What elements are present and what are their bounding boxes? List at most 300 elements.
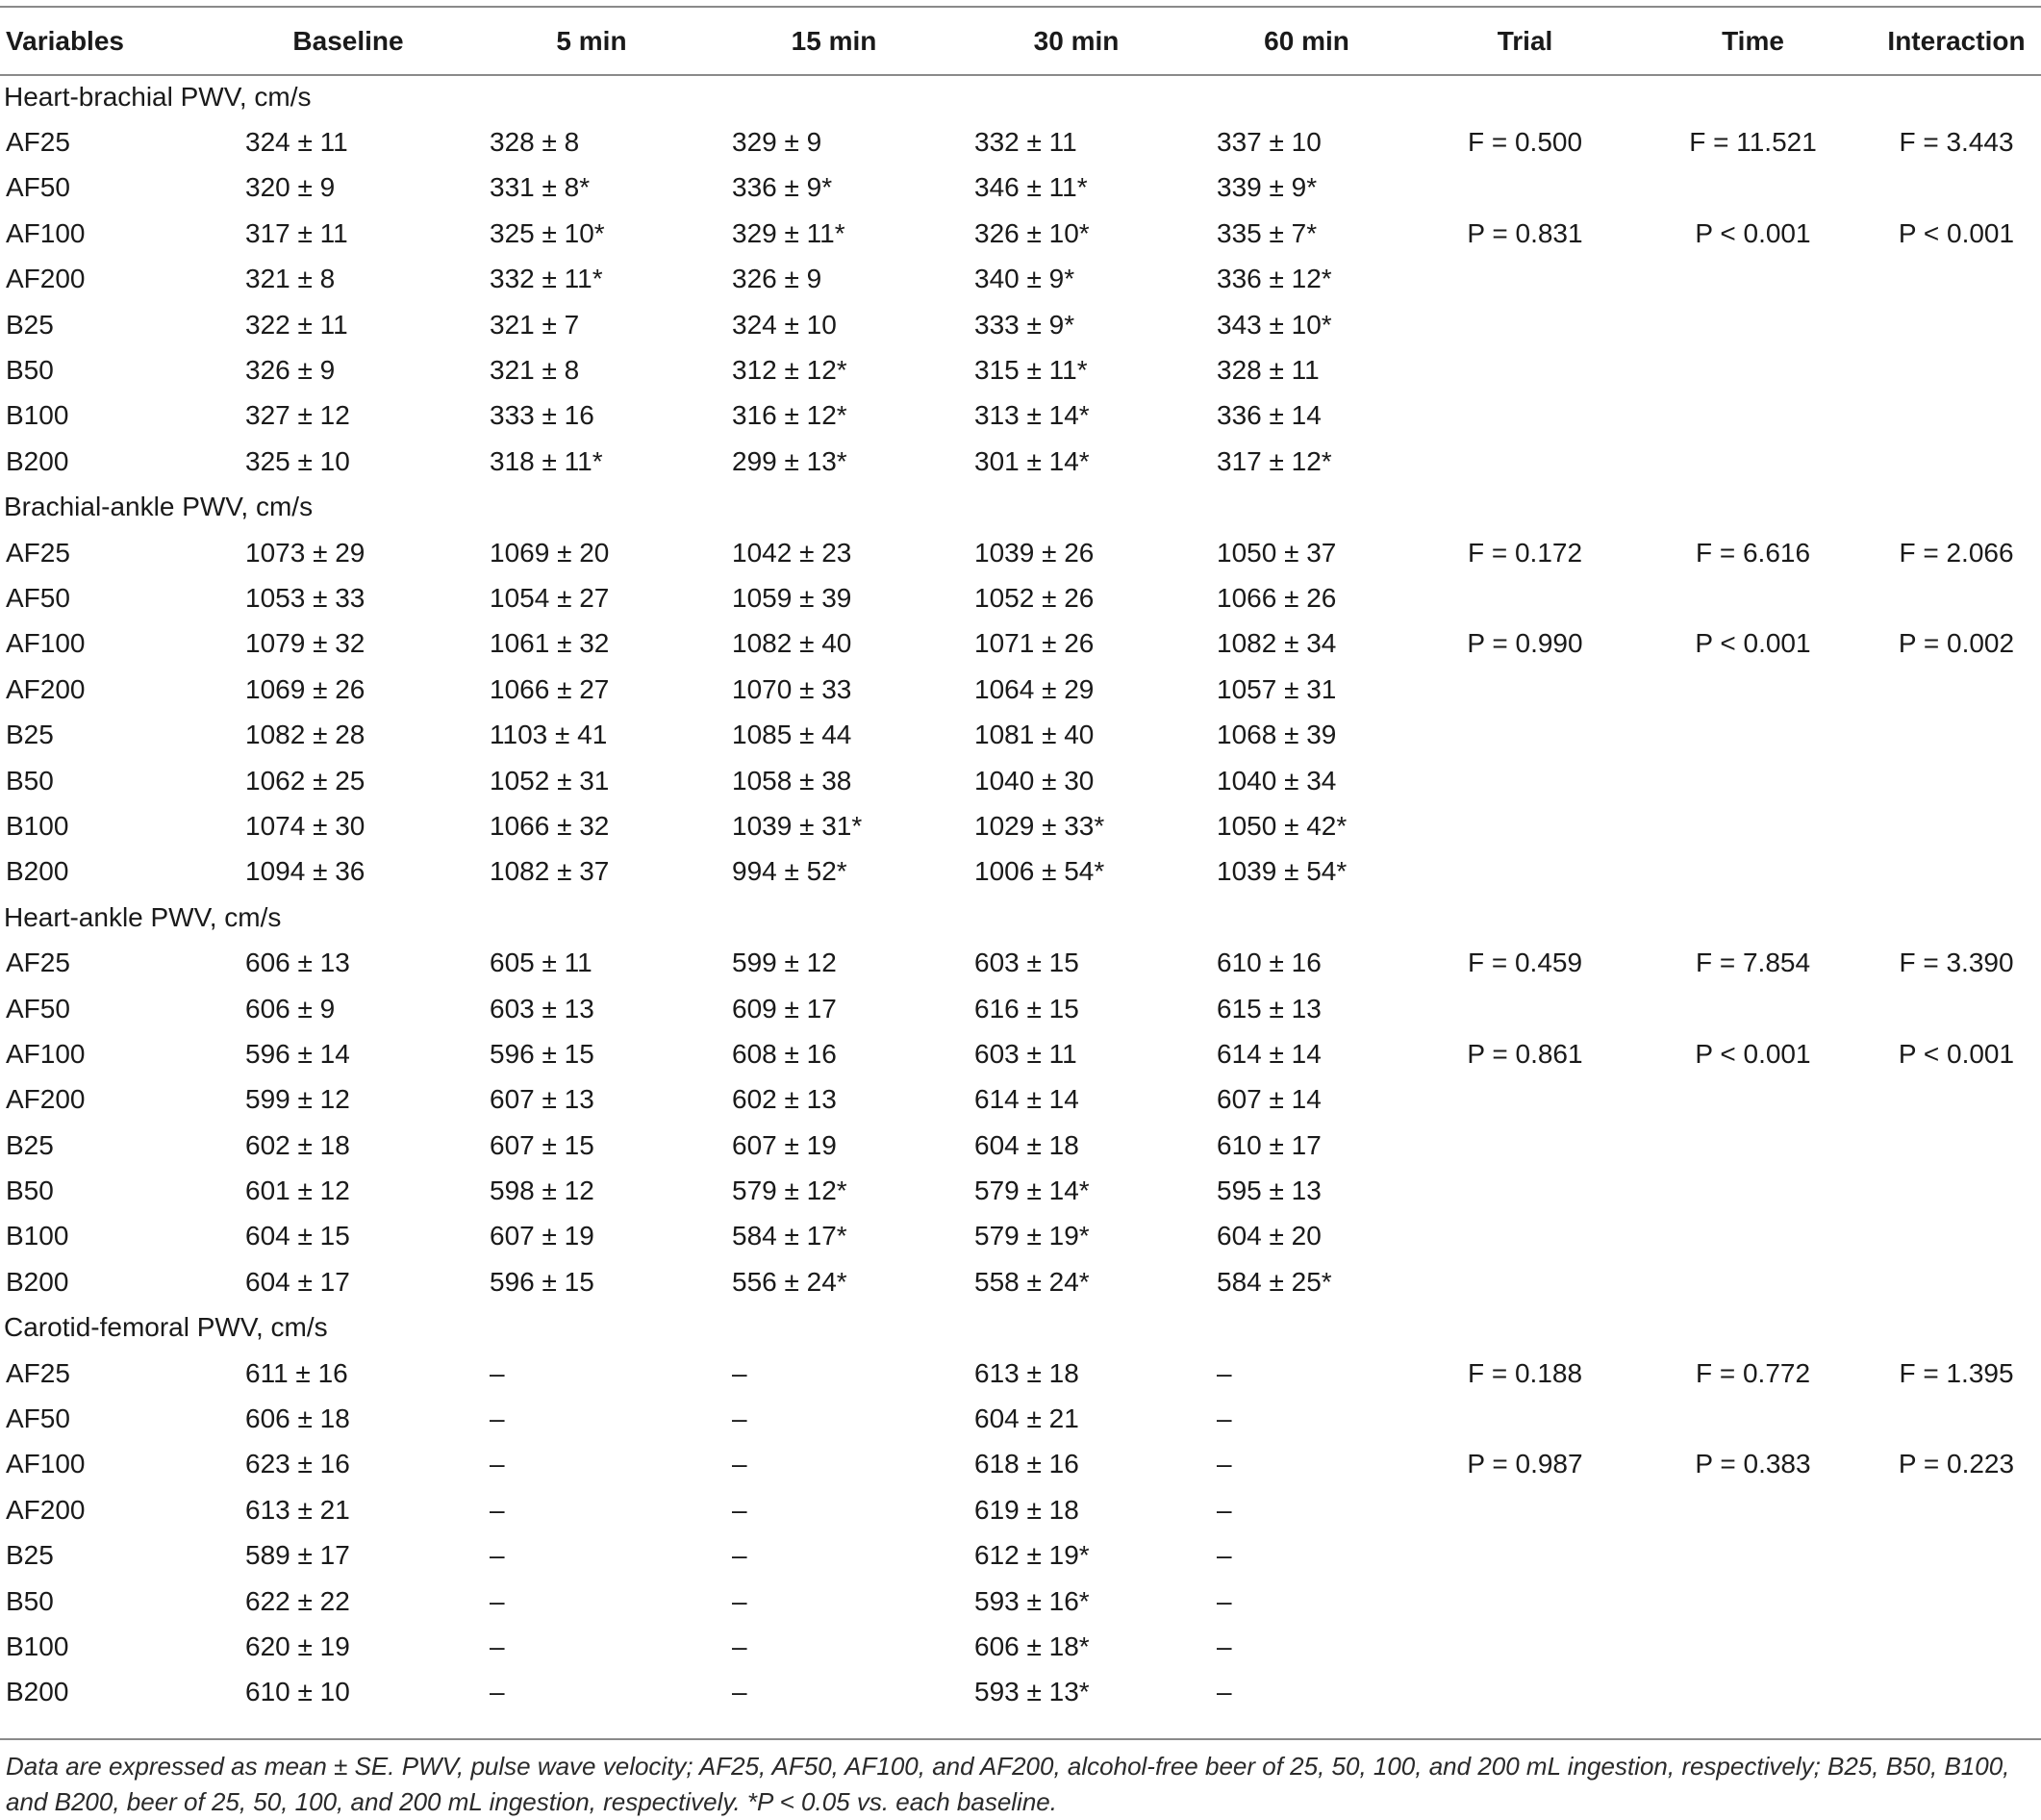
time-cell — [1634, 758, 1872, 803]
baseline-cell: 606 ± 9 — [245, 993, 336, 1024]
interaction-cell — [1872, 302, 2041, 347]
min15-cell: 336 ± 9* — [732, 172, 833, 203]
variable-cell: AF200 — [6, 673, 86, 704]
baseline-cell: 613 ± 21 — [245, 1494, 350, 1525]
trial-cell: F = 0.172 — [1467, 537, 1583, 568]
min30-cell: 612 ± 19* — [974, 1540, 1090, 1571]
baseline-cell: 601 ± 12 — [245, 1175, 350, 1206]
min5-cell: 1052 ± 31 — [490, 765, 610, 796]
trial-cell — [1416, 1259, 1634, 1304]
table-row — [0, 849, 2041, 895]
min5-cell: 1103 ± 41 — [490, 720, 608, 750]
min5-cell: – — [490, 1403, 505, 1434]
table-row — [0, 1259, 2041, 1304]
min15-cell: 316 ± 12* — [732, 400, 847, 431]
min60-cell: 328 ± 11 — [1217, 355, 1320, 386]
interaction-cell — [1872, 1396, 2041, 1441]
min30-cell: 332 ± 11 — [974, 127, 1077, 158]
interaction-cell — [1872, 257, 2041, 302]
min30-cell: 346 ± 11* — [974, 172, 1088, 203]
variable-cell: AF100 — [6, 628, 86, 659]
interaction-cell — [1872, 1168, 2041, 1213]
time-cell — [1634, 165, 1872, 211]
variable-cell: AF25 — [6, 1357, 70, 1388]
min5-cell: 607 ± 15 — [490, 1129, 594, 1160]
min60-cell: 1040 ± 34 — [1217, 765, 1337, 796]
interaction-cell — [1872, 347, 2041, 392]
interaction-cell — [1872, 1579, 2041, 1624]
table-body — [0, 74, 2041, 1715]
baseline-cell: 1079 ± 32 — [245, 628, 365, 659]
header-60min: 60 min — [1264, 25, 1349, 56]
min30-cell: 1006 ± 54* — [974, 856, 1105, 887]
time-cell — [1634, 1487, 1872, 1532]
min15-cell: – — [732, 1403, 747, 1434]
table-row — [0, 575, 2041, 620]
interaction-cell — [1872, 667, 2041, 712]
min30-cell: 619 ± 18 — [974, 1494, 1079, 1525]
interaction-cell — [1872, 1077, 2041, 1123]
min5-cell: 321 ± 7 — [490, 309, 580, 340]
table-footnote: Data are expressed as mean ± SE. PWV, pulse wave velocity; AF25, AF50, AF100, and AF200, alcohol-free beer of 25, 50, 100, and 200 mL ingestion, respectively; B25, B50, B100, and B200, beer of 25, 50, 100, and 200 mL ingestion, respectively. *P < 0.05 vs. each baseline. — [6, 1752, 2010, 1816]
variable-cell: B25 — [6, 309, 54, 340]
min30-cell: 301 ± 14* — [974, 445, 1090, 476]
min5-cell: 1069 ± 20 — [490, 537, 610, 568]
min15-cell: – — [732, 1494, 747, 1525]
variable-cell: B200 — [6, 1677, 69, 1707]
min5-cell: 1054 ± 27 — [490, 582, 610, 613]
variable-cell: B200 — [6, 856, 69, 887]
variable-cell: B50 — [6, 1175, 54, 1206]
min60-cell: 610 ± 17 — [1217, 1129, 1322, 1160]
min60-cell: 1082 ± 34 — [1217, 628, 1337, 659]
time-cell — [1634, 712, 1872, 757]
min30-cell: 313 ± 14* — [974, 400, 1090, 431]
header-baseline: Baseline — [292, 25, 404, 56]
min15-cell: 584 ± 17* — [732, 1221, 847, 1251]
variable-cell: B100 — [6, 400, 69, 431]
min30-cell: 1081 ± 40 — [974, 720, 1095, 750]
group-title: Brachial-ankle PWV, cm/s — [4, 492, 314, 522]
min15-cell: 1042 ± 23 — [732, 537, 852, 568]
min5-cell: 328 ± 8 — [490, 127, 580, 158]
min60-cell: 1066 ± 26 — [1217, 582, 1337, 613]
table-row — [0, 119, 2041, 164]
table-row — [0, 621, 2041, 667]
interaction-cell — [1872, 393, 2041, 439]
variable-cell: AF50 — [6, 582, 70, 613]
time-cell — [1634, 1214, 1872, 1259]
min5-cell: – — [490, 1357, 505, 1388]
min15-cell: – — [732, 1630, 747, 1661]
min15-cell: 1039 ± 31* — [732, 810, 863, 841]
min60-cell: – — [1217, 1677, 1232, 1707]
table-row — [0, 211, 2041, 256]
min30-cell: 1039 ± 26 — [974, 537, 1095, 568]
header-30min: 30 min — [1033, 25, 1120, 56]
baseline-cell: 606 ± 13 — [245, 948, 350, 978]
min15-cell: – — [732, 1677, 747, 1707]
min15-cell: 607 ± 19 — [732, 1129, 837, 1160]
min30-cell: 1040 ± 30 — [974, 765, 1095, 796]
min30-cell: 616 ± 15 — [974, 993, 1079, 1024]
interaction-cell — [1872, 1214, 2041, 1259]
group-title: Heart-ankle PWV, cm/s — [4, 901, 282, 932]
min60-cell: 614 ± 14 — [1217, 1038, 1322, 1069]
table-row — [0, 1214, 2041, 1259]
min60-cell: 607 ± 14 — [1217, 1084, 1322, 1115]
time-cell — [1634, 302, 1872, 347]
min5-cell: 1061 ± 32 — [490, 628, 610, 659]
min15-cell: 1070 ± 33 — [732, 673, 852, 704]
interaction-cell — [1872, 1487, 2041, 1532]
trial-cell — [1416, 1077, 1634, 1123]
group-title-row — [0, 1305, 2041, 1351]
min5-cell: 331 ± 8* — [490, 172, 591, 203]
variable-cell: AF100 — [6, 217, 86, 248]
trial-cell — [1416, 1533, 1634, 1579]
time-cell: F = 7.854 — [1695, 948, 1811, 978]
time-cell — [1634, 257, 1872, 302]
trial-cell — [1416, 1624, 1634, 1669]
min5-cell: – — [490, 1630, 505, 1661]
min15-cell: – — [732, 1540, 747, 1571]
trial-cell — [1416, 257, 1634, 302]
trial-cell — [1416, 667, 1634, 712]
time-cell — [1634, 1123, 1872, 1168]
interaction-cell — [1872, 712, 2041, 757]
min30-cell: 618 ± 16 — [974, 1449, 1079, 1479]
trial-cell — [1416, 439, 1634, 484]
header-5min: 5 min — [556, 25, 627, 56]
trial-cell: P = 0.831 — [1467, 217, 1583, 248]
min5-cell: 325 ± 10* — [490, 217, 605, 248]
min5-cell: 1082 ± 37 — [490, 856, 610, 887]
time-cell — [1634, 1579, 1872, 1624]
interaction-cell — [1872, 575, 2041, 620]
table-bottom-rule — [0, 1738, 2041, 1740]
baseline-cell: 325 ± 10 — [245, 445, 350, 476]
min5-cell: – — [490, 1677, 505, 1707]
baseline-cell: 611 ± 16 — [245, 1357, 348, 1388]
min15-cell: 556 ± 24* — [732, 1266, 847, 1297]
interaction-cell: F = 3.390 — [1899, 948, 2014, 978]
table-row — [0, 1351, 2041, 1396]
min60-cell: – — [1217, 1494, 1232, 1525]
min5-cell: 333 ± 16 — [490, 400, 594, 431]
trial-cell: P = 0.990 — [1467, 628, 1583, 659]
time-cell: F = 11.521 — [1689, 127, 1817, 158]
variable-cell: B25 — [6, 1540, 54, 1571]
time-cell: P = 0.383 — [1695, 1449, 1811, 1479]
table-row — [0, 439, 2041, 484]
table-row — [0, 1579, 2041, 1624]
min60-cell: 1050 ± 42* — [1217, 810, 1348, 841]
variable-cell: AF100 — [6, 1038, 86, 1069]
group-title: Heart-brachial PWV, cm/s — [4, 81, 312, 112]
time-cell — [1634, 803, 1872, 848]
baseline-cell: 1069 ± 26 — [245, 673, 365, 704]
table-row — [0, 1077, 2041, 1123]
variable-cell: AF100 — [6, 1449, 86, 1479]
baseline-cell: 320 ± 9 — [245, 172, 336, 203]
min15-cell: 1085 ± 44 — [732, 720, 852, 750]
min15-cell: 1059 ± 39 — [732, 582, 852, 613]
time-cell — [1634, 1533, 1872, 1579]
min15-cell: – — [732, 1357, 747, 1388]
interaction-cell — [1872, 986, 2041, 1031]
min30-cell: 603 ± 15 — [974, 948, 1079, 978]
time-cell — [1634, 986, 1872, 1031]
trial-cell — [1416, 1214, 1634, 1259]
interaction-cell: F = 2.066 — [1899, 537, 2014, 568]
min15-cell: – — [732, 1449, 747, 1479]
min30-cell: 604 ± 21 — [974, 1403, 1079, 1434]
min5-cell: 321 ± 8 — [490, 355, 580, 386]
baseline-cell: 317 ± 11 — [245, 217, 348, 248]
table-row — [0, 1533, 2041, 1579]
min60-cell: 335 ± 7* — [1217, 217, 1318, 248]
time-cell — [1634, 849, 1872, 895]
min5-cell: 605 ± 11 — [490, 948, 592, 978]
interaction-cell: P = 0.223 — [1898, 1449, 2015, 1479]
variable-cell: AF25 — [6, 537, 70, 568]
variable-cell: B50 — [6, 1585, 54, 1616]
data-table — [0, 8, 2041, 1715]
min5-cell: 603 ± 13 — [490, 993, 594, 1024]
header-15min: 15 min — [791, 25, 877, 56]
header-time: Time — [1722, 25, 1784, 56]
interaction-cell: P = 0.002 — [1898, 628, 2015, 659]
min60-cell: 595 ± 13 — [1217, 1175, 1322, 1206]
min60-cell: 336 ± 12* — [1217, 264, 1332, 294]
baseline-cell: 1094 ± 36 — [245, 856, 365, 887]
min30-cell: 593 ± 16* — [974, 1585, 1090, 1616]
variable-cell: B50 — [6, 355, 54, 386]
min15-cell: – — [732, 1585, 747, 1616]
interaction-cell — [1872, 758, 2041, 803]
interaction-cell — [1872, 803, 2041, 848]
min5-cell: – — [490, 1449, 505, 1479]
interaction-cell — [1872, 1259, 2041, 1304]
table-row — [0, 803, 2041, 848]
variable-cell: B100 — [6, 1630, 69, 1661]
min5-cell: – — [490, 1494, 505, 1525]
baseline-cell: 606 ± 18 — [245, 1403, 350, 1434]
min15-cell: 324 ± 10 — [732, 309, 837, 340]
trial-cell — [1416, 803, 1634, 848]
min15-cell: 579 ± 12* — [732, 1175, 847, 1206]
min15-cell: 994 ± 52* — [732, 856, 847, 887]
trial-cell — [1416, 1487, 1634, 1532]
variable-cell: AF25 — [6, 948, 70, 978]
min5-cell: 598 ± 12 — [490, 1175, 594, 1206]
interaction-cell: P < 0.001 — [1898, 1038, 2015, 1069]
min15-cell: 1082 ± 40 — [732, 628, 852, 659]
trial-cell: F = 0.500 — [1467, 127, 1583, 158]
min60-cell: 1050 ± 37 — [1217, 537, 1337, 568]
table-row — [0, 1168, 2041, 1213]
min30-cell: 606 ± 18* — [974, 1630, 1090, 1661]
min60-cell: – — [1217, 1540, 1232, 1571]
min15-cell: 329 ± 9 — [732, 127, 822, 158]
trial-cell — [1416, 302, 1634, 347]
min30-cell: 340 ± 9* — [974, 264, 1075, 294]
min30-cell: 315 ± 11* — [974, 355, 1088, 386]
time-cell: P < 0.001 — [1695, 217, 1811, 248]
variable-cell: B25 — [6, 720, 54, 750]
trial-cell — [1416, 1579, 1634, 1624]
variable-cell: AF50 — [6, 172, 70, 203]
trial-cell: P = 0.987 — [1467, 1449, 1583, 1479]
table-row — [0, 257, 2041, 302]
time-cell — [1634, 1624, 1872, 1669]
variable-cell: AF200 — [6, 1084, 86, 1115]
min60-cell: – — [1217, 1357, 1232, 1388]
table-row — [0, 530, 2041, 575]
trial-cell — [1416, 575, 1634, 620]
trial-cell — [1416, 758, 1634, 803]
min5-cell: 318 ± 11* — [490, 445, 603, 476]
min30-cell: 1064 ± 29 — [974, 673, 1095, 704]
min15-cell: 608 ± 16 — [732, 1038, 837, 1069]
group-title: Carotid-femoral PWV, cm/s — [4, 1312, 328, 1343]
min15-cell: 329 ± 11* — [732, 217, 845, 248]
min60-cell: 610 ± 16 — [1217, 948, 1322, 978]
baseline-cell: 1082 ± 28 — [245, 720, 365, 750]
header-variables: Variables — [6, 25, 124, 56]
table-row — [0, 1123, 2041, 1168]
variable-cell: B100 — [6, 1221, 69, 1251]
interaction-cell — [1872, 1670, 2041, 1715]
time-cell: P < 0.001 — [1695, 628, 1811, 659]
interaction-cell: F = 1.395 — [1899, 1357, 2014, 1388]
table-row — [0, 393, 2041, 439]
baseline-cell: 322 ± 11 — [245, 309, 348, 340]
time-cell — [1634, 347, 1872, 392]
min5-cell: 332 ± 11* — [490, 264, 603, 294]
variable-cell: B100 — [6, 810, 69, 841]
baseline-cell: 1053 ± 33 — [245, 582, 365, 613]
min60-cell: 337 ± 10 — [1217, 127, 1322, 158]
time-cell — [1634, 1259, 1872, 1304]
trial-cell — [1416, 347, 1634, 392]
trial-cell — [1416, 849, 1634, 895]
table-row — [0, 758, 2041, 803]
min5-cell: 1066 ± 32 — [490, 810, 610, 841]
time-cell — [1634, 1670, 1872, 1715]
trial-cell — [1416, 165, 1634, 211]
table-row — [0, 1031, 2041, 1076]
time-cell — [1634, 1077, 1872, 1123]
variable-cell: AF200 — [6, 1494, 86, 1525]
interaction-cell — [1872, 849, 2041, 895]
trial-cell — [1416, 986, 1634, 1031]
baseline-cell: 1074 ± 30 — [245, 810, 365, 841]
min15-cell: 299 ± 13* — [732, 445, 847, 476]
min30-cell: 593 ± 13* — [974, 1677, 1090, 1707]
min30-cell: 326 ± 10* — [974, 217, 1090, 248]
min5-cell: – — [490, 1540, 505, 1571]
table-row — [0, 1487, 2041, 1532]
min60-cell: 1057 ± 31 — [1217, 673, 1337, 704]
min15-cell: 599 ± 12 — [732, 948, 837, 978]
variable-cell: AF25 — [6, 127, 70, 158]
baseline-cell: 596 ± 14 — [245, 1038, 350, 1069]
header-interaction: Interaction — [1887, 25, 2026, 56]
trial-cell: F = 0.459 — [1467, 948, 1583, 978]
baseline-cell: 1073 ± 29 — [245, 537, 365, 568]
baseline-cell: 326 ± 9 — [245, 355, 336, 386]
baseline-cell: 1062 ± 25 — [245, 765, 365, 796]
baseline-cell: 327 ± 12 — [245, 400, 350, 431]
table-row — [0, 165, 2041, 211]
baseline-cell: 602 ± 18 — [245, 1129, 350, 1160]
time-cell: F = 0.772 — [1695, 1357, 1811, 1388]
baseline-cell: 620 ± 19 — [245, 1630, 350, 1661]
baseline-cell: 604 ± 15 — [245, 1221, 350, 1251]
interaction-cell — [1872, 439, 2041, 484]
baseline-cell: 623 ± 16 — [245, 1449, 350, 1479]
min30-cell: 558 ± 24* — [974, 1266, 1090, 1297]
table-row — [0, 667, 2041, 712]
table-row — [0, 347, 2041, 392]
min30-cell: 1071 ± 26 — [974, 628, 1095, 659]
variable-cell: B50 — [6, 765, 54, 796]
variable-cell: AF200 — [6, 264, 86, 294]
trial-cell — [1416, 1396, 1634, 1441]
trial-cell — [1416, 712, 1634, 757]
baseline-cell: 604 ± 17 — [245, 1266, 350, 1297]
interaction-cell: P < 0.001 — [1898, 217, 2015, 248]
time-cell — [1634, 393, 1872, 439]
interaction-cell — [1872, 1533, 2041, 1579]
time-cell — [1634, 575, 1872, 620]
min60-cell: 604 ± 20 — [1217, 1221, 1322, 1251]
min5-cell: 607 ± 13 — [490, 1084, 594, 1115]
min60-cell: 1068 ± 39 — [1217, 720, 1337, 750]
variable-cell: AF50 — [6, 993, 70, 1024]
min15-cell: 326 ± 9 — [732, 264, 822, 294]
min60-cell: – — [1217, 1403, 1232, 1434]
header-row — [0, 8, 2041, 74]
table-row — [0, 1670, 2041, 1715]
min15-cell: 312 ± 12* — [732, 355, 847, 386]
group-title-row — [0, 895, 2041, 940]
min30-cell: 333 ± 9* — [974, 309, 1075, 340]
min30-cell: 1029 ± 33* — [974, 810, 1105, 841]
table-row — [0, 302, 2041, 347]
trial-cell — [1416, 393, 1634, 439]
min15-cell: 1058 ± 38 — [732, 765, 852, 796]
trial-cell: F = 0.188 — [1467, 1357, 1583, 1388]
group-title-row — [0, 485, 2041, 530]
min15-cell: 609 ± 17 — [732, 993, 837, 1024]
time-cell — [1634, 667, 1872, 712]
min5-cell: 1066 ± 27 — [490, 673, 610, 704]
table-row — [0, 940, 2041, 985]
variable-cell: AF50 — [6, 1403, 70, 1434]
min60-cell: 317 ± 12* — [1217, 445, 1332, 476]
group-title-row — [0, 74, 2041, 119]
baseline-cell: 321 ± 8 — [245, 264, 336, 294]
baseline-cell: 589 ± 17 — [245, 1540, 350, 1571]
trial-cell: P = 0.861 — [1467, 1038, 1583, 1069]
min60-cell: 336 ± 14 — [1217, 400, 1322, 431]
interaction-cell: F = 3.443 — [1899, 127, 2014, 158]
baseline-cell: 599 ± 12 — [245, 1084, 350, 1115]
min60-cell: 584 ± 25* — [1217, 1266, 1332, 1297]
